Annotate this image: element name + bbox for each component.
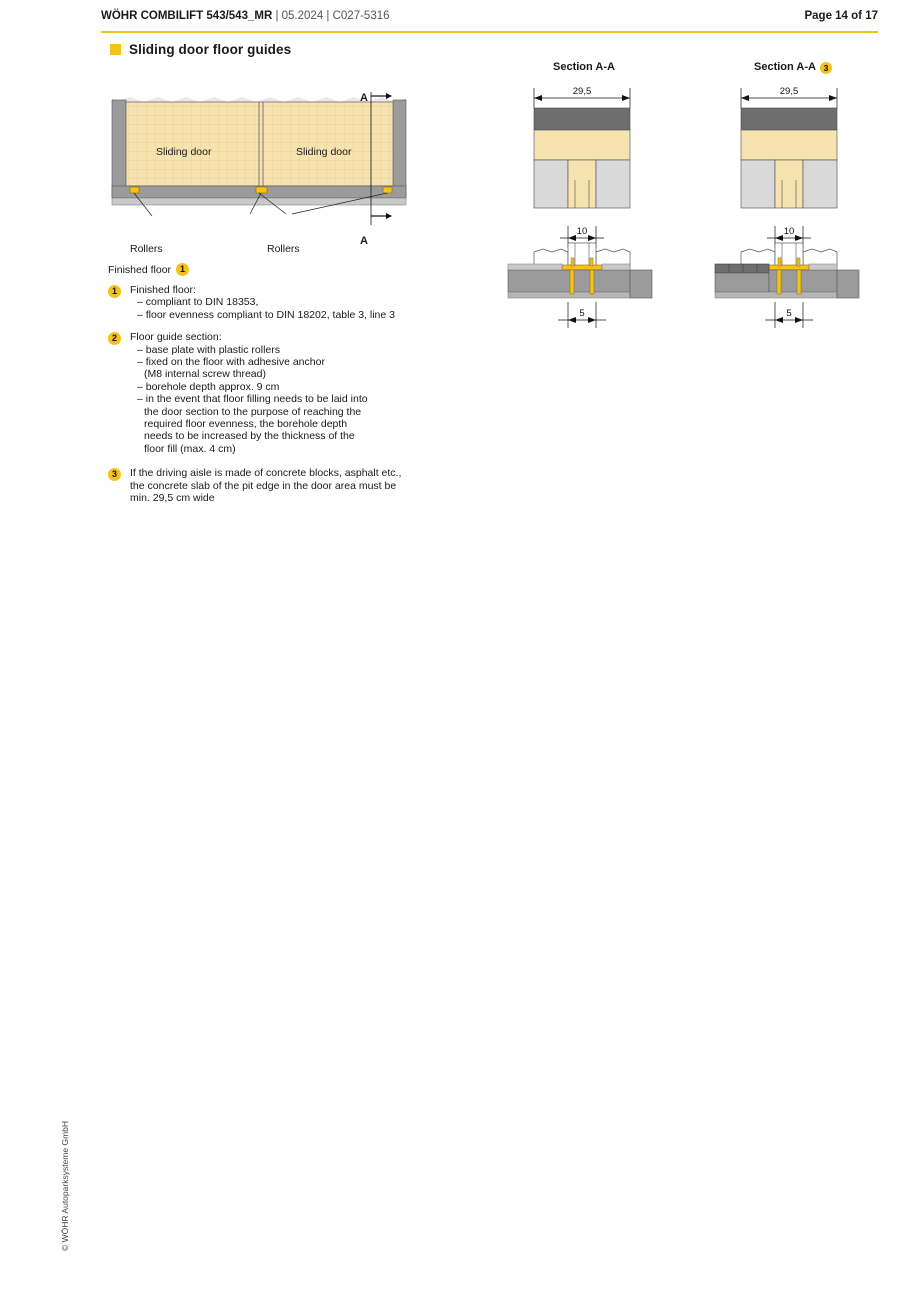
page-title: Sliding door floor guides <box>129 42 292 57</box>
section-right-svg <box>712 80 862 410</box>
header-doc-title: WÖHR COMBILIFT 543/543_MR <box>101 10 273 22</box>
legend-2-line-4: – borehole depth approx. 9 cm <box>137 380 280 393</box>
plan-section-mark-top: A <box>360 92 368 104</box>
legend-1-line-0: Finished floor: <box>130 284 196 296</box>
dim-left-width: 29,5 <box>572 86 592 97</box>
dim-right-width: 29,5 <box>779 86 799 97</box>
caption-section-left-text: Section A-A <box>553 61 615 73</box>
legend-2-line-3: (M8 internal screw thread) <box>144 368 266 381</box>
plan-label-door-left: Sliding door <box>156 146 212 158</box>
legend-2-line-6: the door section to the purpose of reaching the <box>144 405 362 418</box>
section-drawing-left <box>505 80 655 415</box>
legend-badge-3: 3 <box>108 468 121 481</box>
section-title <box>110 42 291 57</box>
header-date: 05.2024 <box>281 10 324 22</box>
header-separator-2: | <box>323 10 333 22</box>
plan-section-mark-bottom: A <box>360 235 368 247</box>
dim-left-bottom: 5 <box>579 308 585 319</box>
legend-2-line-1: – base plate with plastic rollers <box>137 343 280 356</box>
caption-section-right <box>754 61 832 74</box>
sliding-door-plan-drawing <box>108 88 410 276</box>
legend-1-line-1: – compliant to DIN 18353, <box>137 296 259 309</box>
legend-badge-2: 2 <box>108 332 121 345</box>
legend-3-line-1: the concrete slab of the pit edge in the door area must be <box>130 479 397 492</box>
plan-label-rollers-left: Rollers <box>130 243 163 255</box>
legend-1-line-2: – floor evenness compliant to DIN 18202, table 3, line 3 <box>137 308 395 321</box>
legend-badge-1: 1 <box>108 285 121 298</box>
plan-finished-floor-callout <box>108 263 189 276</box>
legend-3-line-2: min. 29,5 cm wide <box>130 492 215 505</box>
legend-2-line-8: needs to be increased by the thickness of the <box>144 430 355 443</box>
caption-section-right-badge: 3 <box>820 62 832 74</box>
legend-list <box>108 284 438 511</box>
title-bullet-square <box>110 44 121 55</box>
legend-2-line-2: – fixed on the floor with adhesive anchor <box>137 356 325 369</box>
section-drawing-right <box>712 80 862 415</box>
legend-2-line-9: floor fill (max. 4 cm) <box>144 442 236 455</box>
header-doc-code: C027-5316 <box>332 10 390 22</box>
legend-item-3 <box>108 467 438 504</box>
plan-label-finished-floor: Finished floor <box>108 263 172 276</box>
legend-item-1 <box>108 284 438 321</box>
legend-text-1 <box>130 284 438 321</box>
legend-text-3 <box>130 467 438 504</box>
caption-section-right-text: Section A-A <box>754 61 816 73</box>
section-left-svg <box>505 80 655 410</box>
caption-section-left <box>553 61 615 73</box>
dim-left-inner: 10 <box>576 226 588 237</box>
plan-label-door-right: Sliding door <box>296 146 352 158</box>
legend-text-2 <box>130 331 438 455</box>
legend-2-line-5: – in the event that floor filling needs to be laid into <box>137 393 368 406</box>
plan-label-rollers-right: Rollers <box>267 243 300 255</box>
header-separator-1: | <box>272 10 282 22</box>
dim-right-bottom: 5 <box>786 308 792 319</box>
page-number-label: Page 14 of 17 <box>804 10 878 22</box>
plan-finished-floor-badge: 1 <box>176 263 189 276</box>
legend-2-line-7: required floor evenness, the borehole depth <box>144 418 348 431</box>
legend-3-line-0: If the driving aisle is made of concrete blocks, asphalt etc., <box>130 467 402 480</box>
header-document-info <box>101 10 390 22</box>
footer-copyright: © WÖHR Autoparksysteme GmbH <box>60 1120 70 1251</box>
legend-item-2 <box>108 331 438 455</box>
legend-2-line-0: Floor guide section: <box>130 331 222 344</box>
header-divider <box>101 31 878 33</box>
dim-right-inner: 10 <box>783 226 795 237</box>
